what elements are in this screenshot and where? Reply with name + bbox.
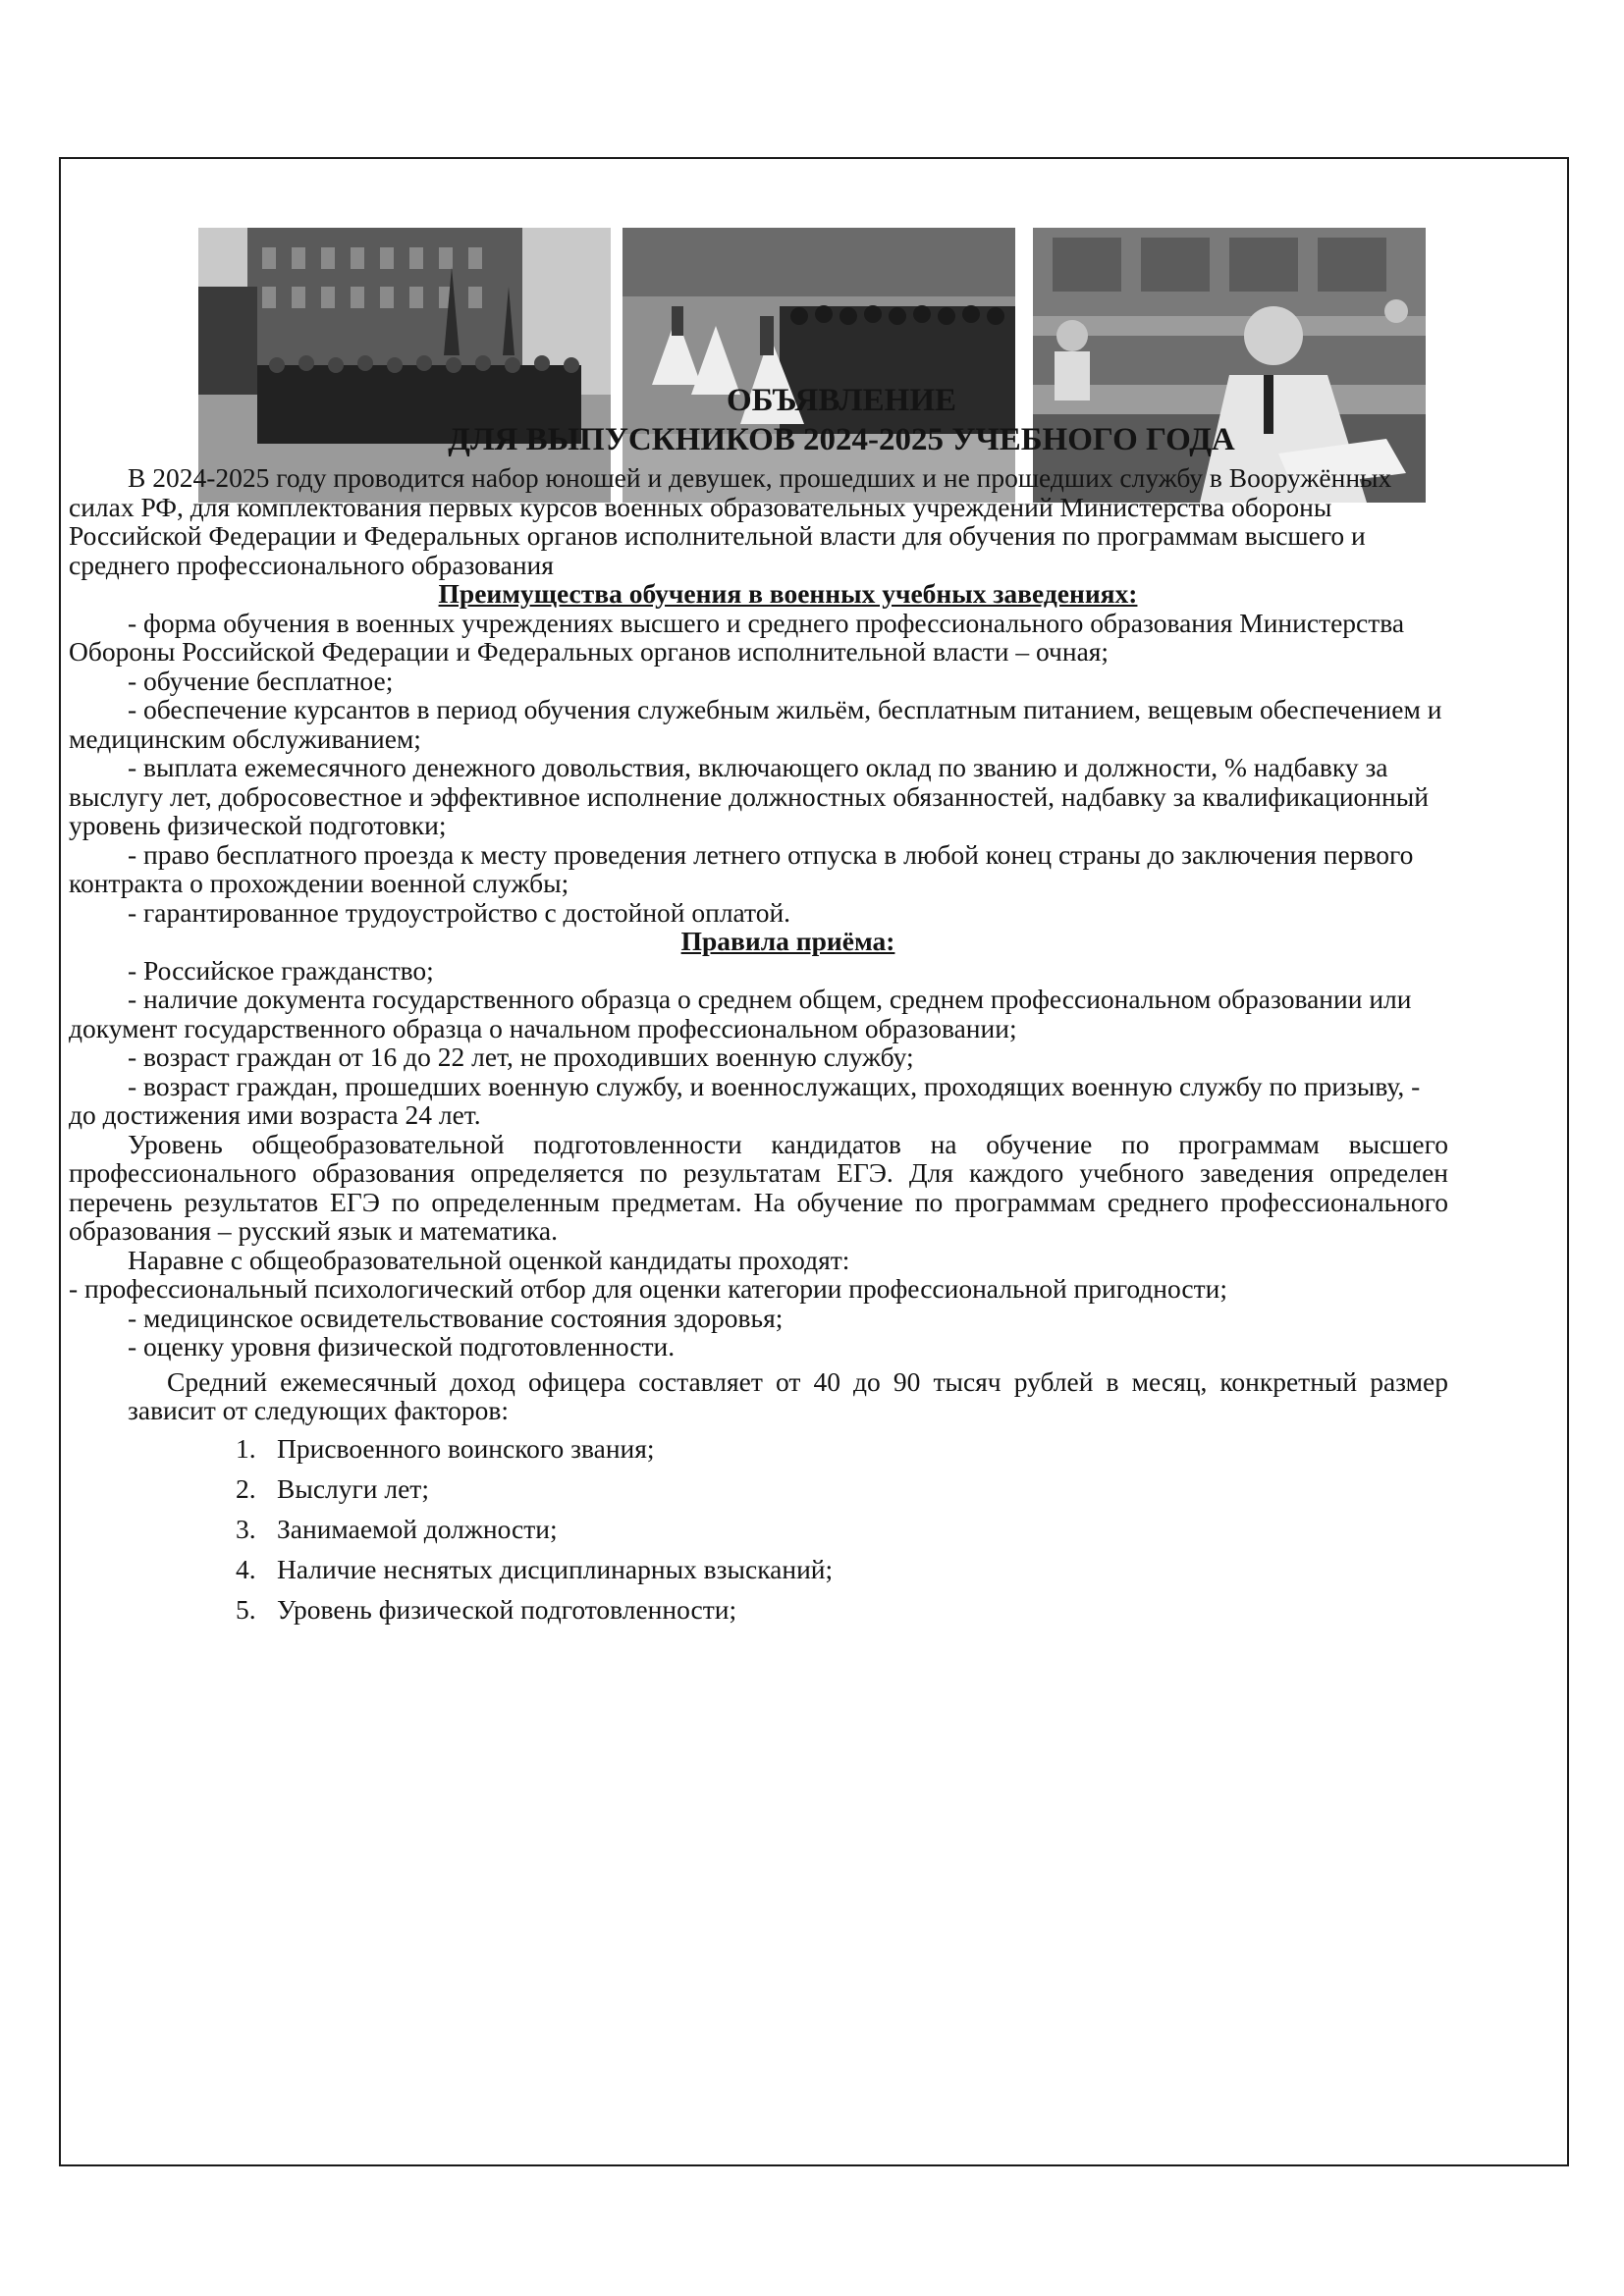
photo-strip (198, 228, 1440, 503)
exam-photo (1033, 228, 1426, 503)
factor-item: 4. Наличие неснятых дисциплинарных взысканий; (236, 1554, 834, 1585)
rule-item: - Российское гражданство; (128, 954, 434, 986)
parade-photo (198, 228, 611, 503)
factor-item: 5. Уровень физической подготовленности; (236, 1594, 737, 1626)
assessment-item: - оценку уровня физической подготовленности. (128, 1331, 676, 1362)
advantage-item: - обучение бесплатное; (128, 665, 394, 696)
advantage-item: - выплата ежемесячного денежного довольствия, включающего оклад по званию и должности, % надбавку за выслугу лет, добросовестное и эффективное исполнение должностных обязанностей, надбавку за квалификационный уровень физической подготовки; (69, 752, 1429, 840)
document-body (69, 463, 1448, 1630)
advantages-heading: Преимущества обучения в военных учебных заведениях: (438, 578, 1138, 609)
rule-item: - возраст граждан, прошедших военную службу, и военнослужащих, проходящих военную службу по призыву, - до достижения ими возраста 24 лет. (69, 1070, 1421, 1130)
assessment-item: - профессиональный психологический отбор для оценки категории профессиональной пригодности; (69, 1273, 1228, 1304)
advantage-item: - обеспечение курсантов в период обучения служебным жильём, бесплатным питанием, вещевым обеспечением и медицинским обслуживанием; (69, 694, 1442, 754)
factor-item: 2. Выслуги лет; (236, 1473, 429, 1505)
announcement-title: ОБЪЯВЛЕНИЕ (726, 383, 957, 418)
announcement-subtitle: ДЛЯ ВЫПУСКНИКОВ 2024-2025 УЧЕБНОГО ГОДА (448, 422, 1235, 457)
rules-heading: Правила приёма: (680, 926, 895, 956)
level-paragraph: Уровень общеобразовательной подготовленности кандидатов на обучение по программам высшего профессионального образования определяется по результатам ЕГЭ. Для каждого учебного заведения определен перечень результатов ЕГЭ по определенным предметам. На обучение по программам среднего профессионального образования – русский язык и математика. (69, 1128, 1448, 1246)
advantage-item: - право бесплатного проезда к месту проведения летнего отпуска в любой конец страны до заключения первого контракта о прохождении военной службы; (69, 838, 1414, 898)
factor-item: 3. Занимаемой должности; (236, 1514, 558, 1545)
factor-item: 1. Присвоенного воинского звания; (236, 1433, 655, 1465)
advantage-item: - форма обучения в военных учреждениях высшего и среднего профессионального образования Министерства Обороны Российской Федерации и Федеральных органов исполнительной власти – очная; (69, 607, 1405, 667)
ball-photo (623, 228, 1015, 503)
assessment-intro: Наравне с общеобразовательной оценкой кандидаты проходят: (128, 1244, 850, 1275)
income-paragraph: Средний ежемесячный доход офицера составляет от 40 до 90 тысяч рублей в месяц, конкретный размер зависит от следующих факторов: (128, 1365, 1448, 1425)
rule-item: - возраст граждан от 16 до 22 лет, не проходивших военную службу; (128, 1041, 914, 1072)
intro-paragraph: В 2024-2025 году проводится набор юношей и девушек, прошедших и не прошедших службу в Вооружённых силах РФ, для комплектования первых курсов военных образовательных учреждений Министерства обороны Российской Федерации и Федеральных органов исполнительной власти для обучения по программам высшего и среднего профессионального образования (69, 462, 1392, 580)
advantage-item: - гарантированное трудоустройство с достойной оплатой. (128, 896, 791, 928)
assessment-item: - медицинское освидетельствование состояния здоровья; (128, 1302, 784, 1333)
factors-list (69, 1429, 1448, 1630)
rule-item: - наличие документа государственного образца о среднем общем, среднем профессиональном образовании или документ государственного образца о начальном профессиональном образовании; (69, 984, 1412, 1043)
